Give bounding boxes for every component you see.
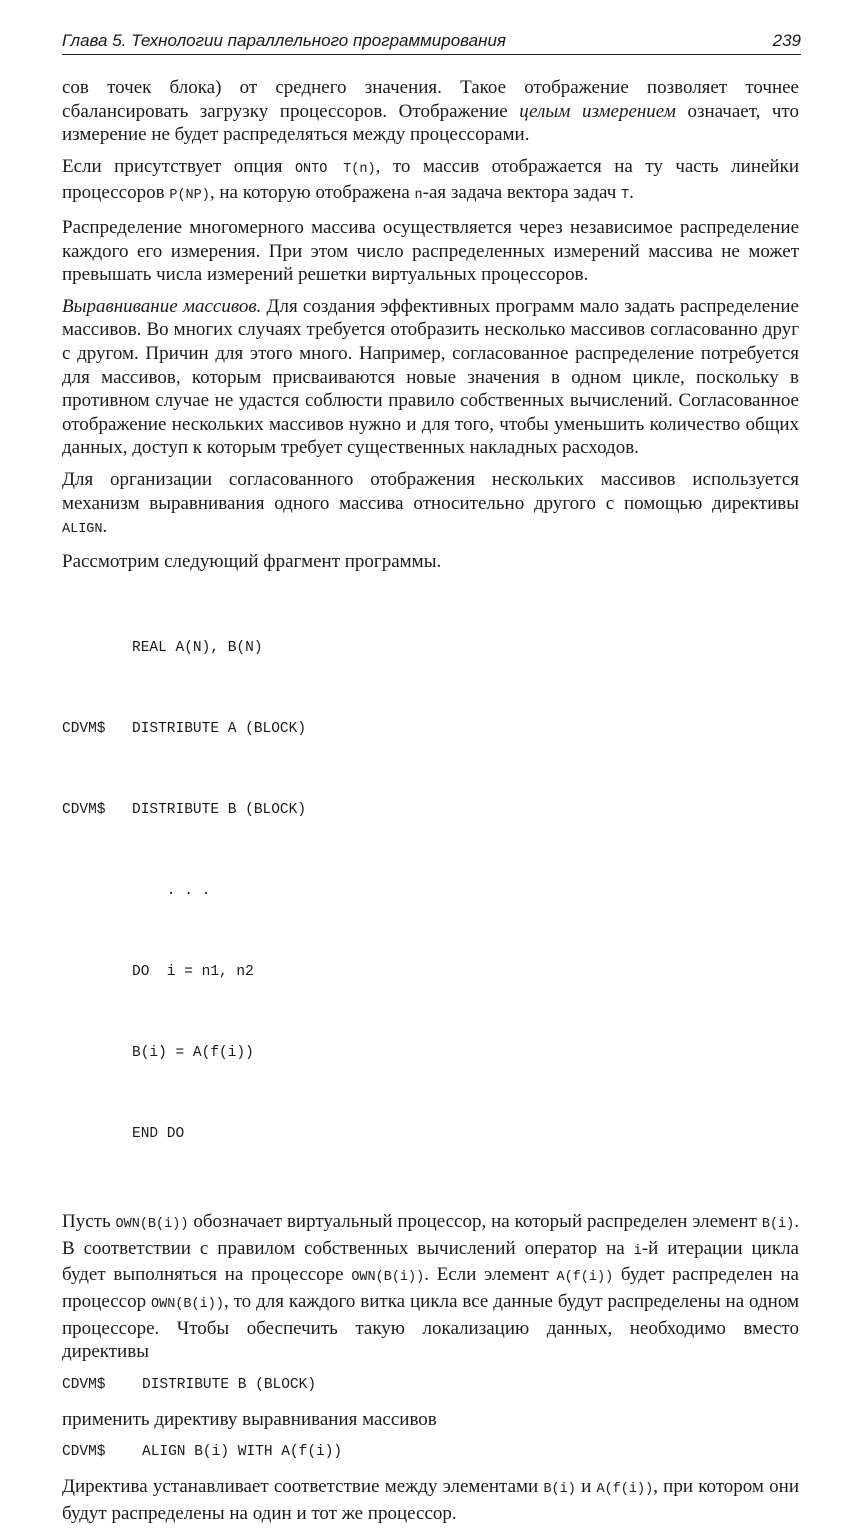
inline-code: OWN(B(i))	[151, 1297, 224, 1313]
page-body	[62, 76, 799, 1534]
inline-code: OWN(B(i))	[351, 1270, 425, 1286]
emphasis: целым измерением	[519, 100, 676, 122]
code-line: B(i) = A(f(i))	[132, 1045, 254, 1062]
paragraph-8: применить директиву выравнивания массивов	[62, 1408, 437, 1430]
paragraph-5: Для организации согласованного отображения нескольких массивов используется механизм выравнивания одного массива относительно другого с помощью директивы ALIGN.	[62, 468, 799, 538]
paragraph-3: Распределение многомерного массива осуществляется через независимое распределение каждого его измерения. При этом число распределенных измерений массива не может превышать числа измерений решетки виртуальных процессоров.	[62, 216, 799, 286]
paragraph-1: сов точек блока) от среднего значения. Такое отображение позволяет точнее сбалансировать загрузку процессоров. Отображение целым измерением означает, что измерение не будет распределяться между процессорами.	[62, 77, 799, 146]
inline-code: B(i)	[543, 1482, 576, 1498]
inline-code: ONTO T(n)	[294, 161, 376, 177]
paragraph-7: Пусть OWN(B(i)) обозначает виртуальный процессор, на который распределен элемент B(i). В соответствии с правилом собственных вычислений оператор на i-й итерации цикла будет выполняться на процессоре OWN(B(i)). Если элемент A(f(i)) будет распределен на процессор OWN(B(i)), то для каждого витка цикла все данные будут распределены на одном процессоре. Чтобы обеспечить такую локализацию данных, необходимо вместо директивы	[62, 1211, 799, 1363]
inline-code: A(f(i))	[596, 1482, 654, 1498]
page-number: 239	[772, 31, 801, 50]
code-line: CDVM$ DISTRIBUTE A (BLOCK)	[62, 721, 307, 738]
inline-code: T	[621, 188, 630, 204]
paragraph-6: Рассмотрим следующий фрагмент программы.	[62, 550, 442, 572]
paragraph-9: Директива устанавливает соответствие между элементами B(i) и A(f(i)), при котором они будут распределены на один и тот же процессор.	[62, 1476, 800, 1525]
inline-code: i	[633, 1243, 642, 1259]
code-line-distribute: CDVM$ DISTRIBUTE B (BLOCK)	[62, 1376, 317, 1393]
code-line-align: CDVM$ ALIGN B(i) WITH A(f(i))	[62, 1444, 343, 1461]
inline-code: n	[414, 188, 423, 204]
running-header	[62, 30, 801, 55]
inline-code: ALIGN	[62, 522, 103, 538]
code-line: . . .	[132, 883, 211, 900]
inline-code: OWN(B(i))	[115, 1217, 189, 1233]
code-line: END DO	[132, 1126, 185, 1143]
inline-code: B(i)	[761, 1217, 795, 1233]
paragraph-2: Если присутствует опция ONTO T(n), то массив отображается на ту часть линейки процессоров P(NP), на которую отображена n-ая задача вектора задач T.	[62, 155, 799, 204]
code-line: DO i = n1, n2	[132, 964, 254, 981]
code-line: CDVM$ DISTRIBUTE B (BLOCK)	[62, 802, 307, 819]
code-line: REAL A(N), B(N)	[132, 640, 263, 657]
inline-code: P(NP)	[169, 188, 210, 204]
section-run-in-heading: Выравнивание массивов.	[62, 295, 262, 317]
chapter-title: Глава 5. Технологии параллельного программирования	[62, 31, 507, 50]
paragraph-4: Выравнивание массивов. Для создания эффективных программ мало задать распределение массивов. Во многих случаях требуется отобразить несколько массивов согласованно друг с другом. Причин для этого много. Например, согласованное распределение потребуется для массивов, которым присваиваются новые значения в одном цикле, поскольку в противном случае не удастся соблюсти правило собственных вычислений. Согласованное отображение нескольких массивов нужно и для того, чтобы уменьшить количество общих данных, доступ к которым требует существенных накладных расходов.	[62, 295, 799, 459]
code-listing	[62, 581, 799, 1202]
inline-code: A(f(i))	[556, 1270, 614, 1286]
